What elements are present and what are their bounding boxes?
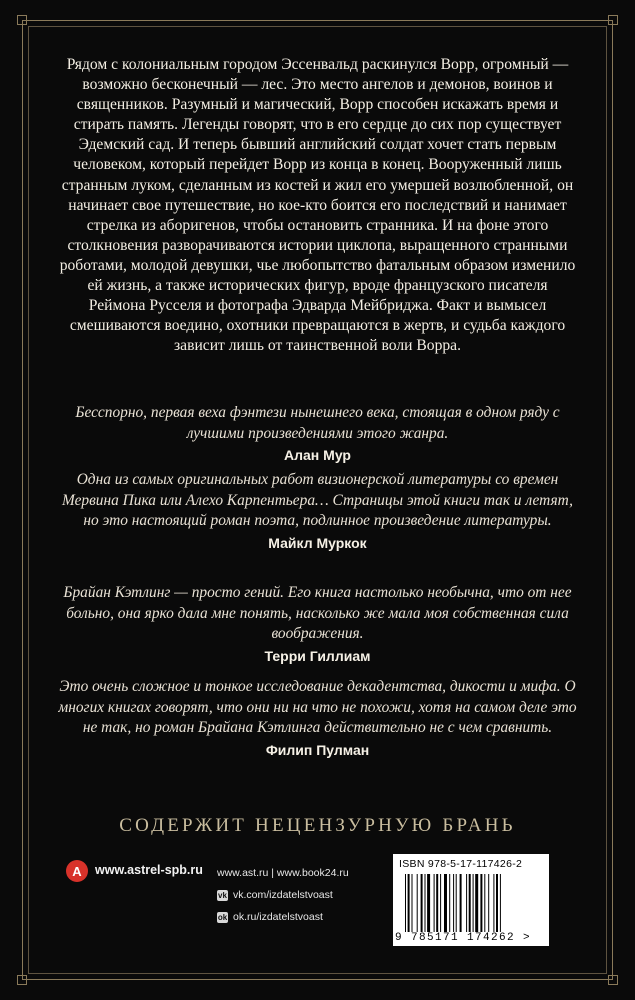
review-quote xyxy=(58,470,577,553)
frame-corner xyxy=(608,15,618,25)
ok-link: ok.ru/izdatelstvoast xyxy=(233,911,323,923)
frame-corner xyxy=(608,975,618,985)
vk-link: vk.com/izdatelstvoast xyxy=(233,889,333,901)
review-quote xyxy=(58,583,577,666)
content-warning: СОДЕРЖИТ НЕЦЕНЗУРНУЮ БРАНЬ xyxy=(119,815,516,836)
link-row xyxy=(217,884,349,906)
review-quote xyxy=(58,677,577,760)
publisher-footer xyxy=(0,852,635,972)
publisher-url: www.astrel-spb.ru xyxy=(95,863,203,877)
barcode-icon xyxy=(403,874,525,932)
frame-corner xyxy=(17,15,27,25)
quote-text: Бесспорно, первая веха фэнтези нынешнего века, стоящая в одном ряду с лучшими произведениями этого жанра. xyxy=(75,404,560,442)
publisher-logo-icon: A xyxy=(66,860,88,882)
isbn-barcode-box xyxy=(393,854,549,946)
link-row xyxy=(217,862,349,884)
quote-author: Филип Пулман xyxy=(265,741,370,758)
publisher-links xyxy=(217,862,349,928)
synopsis-text: Рядом с колониальным городом Эссенвальд раскинулся Ворр, огромный — возможно бесконечный — лес. Это место ангелов и демонов, воинов и священников. Разумный и магический, Ворр способен искажать время и стирать память. Легенды говорят, что в его сердце до сих пор существует Эдемский сад. И теперь бывший английский солдат хочет стать первым человеком, который перейдет Ворр из конца в конец. Вооруженный лишь странным луком, сделанным из костей и жил его умершей возлюбленной, он начинает свое путешествие, но кое-кто боится его последствий и нанимает стрелка из аборигенов, чтобы остановить странника. И на фоне этого столкновения разворачиваются истории циклопа, выращенного странными роботами, молодой девушки, чье любопытство фатальным образом изменило ей жизнь, а также исторических фигур, вроде французского писателя Реймона Русселя и фотографа Эдварда Мейбриджа. Факт и вымысел смешиваются воедино, охотники превращаются в жертв, и судьба каждого зависит лишь от таинственной воли Ворра. xyxy=(59,56,576,355)
quote-author: Алан Мур xyxy=(284,447,351,463)
isbn-label: ISBN 978-5-17-117426-2 xyxy=(399,858,523,870)
web-links: www.ast.ru | www.book24.ru xyxy=(217,867,349,879)
quote-author: Майкл Муркок xyxy=(268,534,367,551)
quote-text: Это очень сложное и тонкое исследование декадентства, дикости и мифа. О многих книгах говорят, что они ни на что не похожи, хотя на самом деле это не так, но роман Брайана Кэтлинга действительно не с чем сравнить. xyxy=(58,678,577,736)
quote-text: Брайан Кэтлинг — просто гений. Его книга настолько необычна, что от нее больно, она ярко дала мне понять, насколько же мала моя собственная сила воображения. xyxy=(63,584,572,642)
synopsis xyxy=(58,55,577,356)
ok-icon: ok xyxy=(217,912,228,922)
quote-text: Одна из самых оригинальных работ визионерской литературы со времен Мервина Пика или Алехо Карпентьера… Страницы этой книги так и летят, но это настоящий роман поэта, подлинное произведение литературы. xyxy=(62,471,573,529)
review-quote xyxy=(58,403,577,466)
link-row xyxy=(217,906,349,928)
frame-corner xyxy=(17,975,27,985)
quote-author: Терри Гиллиам xyxy=(264,647,371,664)
vk-icon: vk xyxy=(218,890,227,900)
barcode-digits: 9 785171 174262 > xyxy=(395,932,532,944)
